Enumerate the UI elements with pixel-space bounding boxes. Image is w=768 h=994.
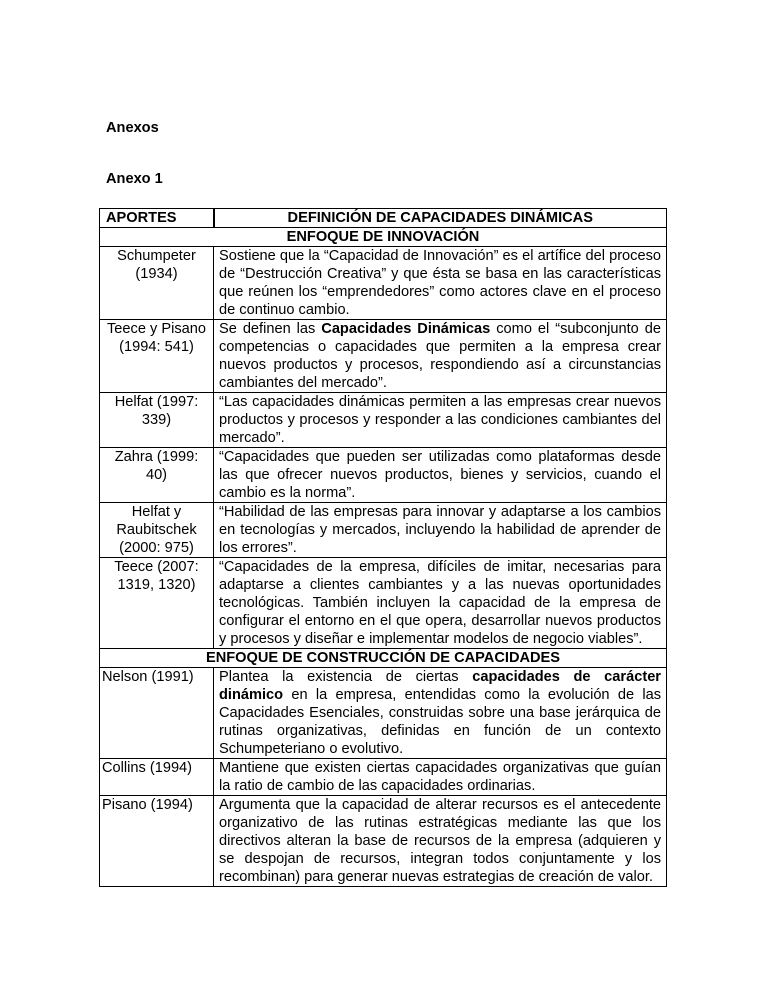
definition-text: Sostiene que la “Capacidad de Innovación” es el artífice del proceso de “Destrucción Creativa” y que ésta se basa en las características que reúnen los “emprendedores” como actores clave en el proceso de continuo cambio. xyxy=(219,248,661,318)
table-row xyxy=(100,759,667,796)
author-cell: Collins (1994) xyxy=(100,759,214,796)
definition-text-after: en la empresa, entendidas como la evolución de las Capacidades Esenciales, construidas sobre una base jerárquica de rutinas organizativas, definidas en función de un contexto Schumpeteriano o evolutivo. xyxy=(219,687,661,757)
section-row xyxy=(100,649,667,668)
table-row xyxy=(100,503,667,558)
col-header-aportes: APORTES xyxy=(100,209,214,228)
definition-cell xyxy=(214,796,667,887)
author-cell: Helfat y Raubitschek (2000: 975) xyxy=(100,503,214,558)
definition-text: “Habilidad de las empresas para innovar y adaptarse a los cambios en tecnologías y mercados, incluyendo la habilidad de aprender de los errores”. xyxy=(219,504,661,556)
author-cell: Schumpeter (1934) xyxy=(100,247,214,320)
author-cell: Helfat (1997: 339) xyxy=(100,393,214,448)
table-row xyxy=(100,247,667,320)
definition-cell xyxy=(214,448,667,503)
definition-cell xyxy=(214,668,667,759)
definition-cell xyxy=(214,320,667,393)
author-cell: Zahra (1999: 40) xyxy=(100,448,214,503)
table-row xyxy=(100,796,667,887)
definition-text: “Capacidades que pueden ser utilizadas como plataformas desde las que ofrecer nuevos productos, bienes y servicios, cuando el cambio es la norma”. xyxy=(219,449,661,501)
table-row xyxy=(100,558,667,649)
definition-cell xyxy=(214,558,667,649)
author-cell: Pisano (1994) xyxy=(100,796,214,887)
definition-cell xyxy=(214,247,667,320)
table-row xyxy=(100,448,667,503)
col-header-definicion: DEFINICIÓN DE CAPACIDADES DINÁMICAS xyxy=(214,209,667,228)
definition-text-after: como el “subconjunto de competencias o capacidades que permiten a la empresa crear nuevos productos y procesos, respondiendo así a circunstancias cambiantes del mercado”. xyxy=(219,321,661,391)
definition-text: “Las capacidades dinámicas permiten a las empresas crear nuevos productos y procesos y responder a las condiciones cambiantes del mercado”. xyxy=(219,394,661,446)
definition-text: Se definen las xyxy=(219,321,322,337)
annex-1-heading: Anexo 1 xyxy=(106,171,163,187)
section-title: ENFOQUE DE CONSTRUCCIÓN DE CAPACIDADES xyxy=(100,649,667,668)
definition-text: “Capacidades de la empresa, difíciles de imitar, necesarias para adaptarse a clientes cambiantes y a las nuevas oportunidades tecnológicas. También incluyen la capacidad de la empresa de configurar el entorno en el que opera, desarrollar nuevos productos y procesos y diseñar e implementar modelos de negocio viables”. xyxy=(219,559,661,647)
annex-heading: Anexos xyxy=(106,120,159,136)
section-title: ENFOQUE DE INNOVACIÓN xyxy=(100,228,667,247)
definition-bold: Capacidades Dinámicas xyxy=(321,321,491,337)
definition-bold: capacidades de carácter dinámico xyxy=(219,669,661,703)
author-cell: Nelson (1991) xyxy=(100,668,214,759)
table-row xyxy=(100,393,667,448)
definition-text: Argumenta que la capacidad de alterar recursos es el antecedente organizativo de las rutinas estratégicas mediante las que los directivos alteran la base de recursos de la empresa (adquieren y se despojan de recursos, integran todos conjuntamente y los recombinan) para generar nuevas estrategias de creación de valor. xyxy=(219,797,661,885)
section-row xyxy=(100,228,667,247)
definition-cell xyxy=(214,503,667,558)
dynamic-capabilities-table xyxy=(99,208,667,887)
table-header-row xyxy=(100,209,667,228)
definition-cell xyxy=(214,759,667,796)
definition-text: Mantiene que existen ciertas capacidades organizativas que guían la ratio de cambio de las capacidades ordinarias. xyxy=(219,760,661,794)
definition-cell xyxy=(214,393,667,448)
table-row xyxy=(100,320,667,393)
table-row xyxy=(100,668,667,759)
definition-text: Plantea la existencia de ciertas xyxy=(219,669,473,685)
author-cell: Teece (2007: 1319, 1320) xyxy=(100,558,214,649)
author-cell: Teece y Pisano (1994: 541) xyxy=(100,320,214,393)
